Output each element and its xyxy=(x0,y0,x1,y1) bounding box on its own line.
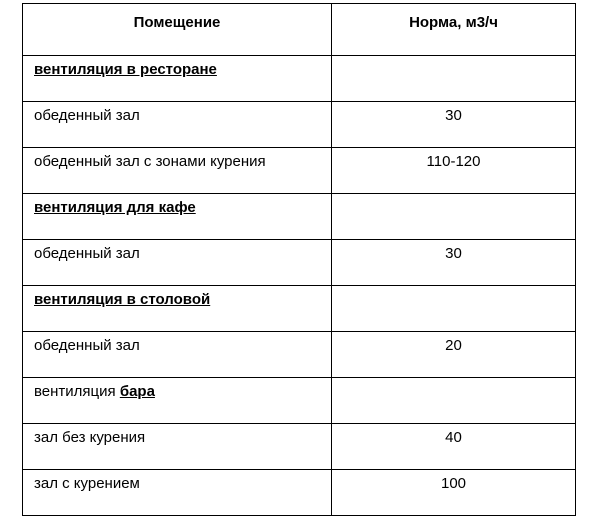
row-name: обеденный зал xyxy=(23,102,332,148)
row-value: 110-120 xyxy=(332,148,576,194)
row-name: обеденный зал с зонами курения xyxy=(23,148,332,194)
table-header-row xyxy=(23,4,576,56)
section-heading-mixed xyxy=(23,378,332,424)
section-heading: вентиляция в ресторане xyxy=(34,61,217,78)
table-row xyxy=(23,102,576,148)
table-row xyxy=(23,194,576,240)
section-heading: вентиляция в столовой xyxy=(34,291,211,308)
section-heading-plain: вентиляция xyxy=(34,383,120,400)
header-norm: Норма, м3/ч xyxy=(332,4,576,56)
row-value: 30 xyxy=(332,240,576,286)
row-name: зал с курением xyxy=(23,470,332,516)
table-row xyxy=(23,378,576,424)
row-value: 20 xyxy=(332,332,576,378)
table-row xyxy=(23,424,576,470)
row-name: обеденный зал xyxy=(23,332,332,378)
row-name: зал без курения xyxy=(23,424,332,470)
row-value xyxy=(332,286,576,332)
row-value xyxy=(332,194,576,240)
row-value: 100 xyxy=(332,470,576,516)
row-value: 30 xyxy=(332,102,576,148)
table-row xyxy=(23,470,576,516)
row-value: 40 xyxy=(332,424,576,470)
header-room: Помещение xyxy=(23,4,332,56)
row-name: обеденный зал xyxy=(23,240,332,286)
ventilation-norms-table xyxy=(22,3,576,516)
row-value xyxy=(332,56,576,102)
section-heading: вентиляция для кафе xyxy=(34,199,196,216)
row-value xyxy=(332,378,576,424)
section-heading-bold: бара xyxy=(119,383,155,400)
table-row xyxy=(23,240,576,286)
table-row xyxy=(23,332,576,378)
table-row xyxy=(23,286,576,332)
table-row xyxy=(23,56,576,102)
table-row xyxy=(23,148,576,194)
